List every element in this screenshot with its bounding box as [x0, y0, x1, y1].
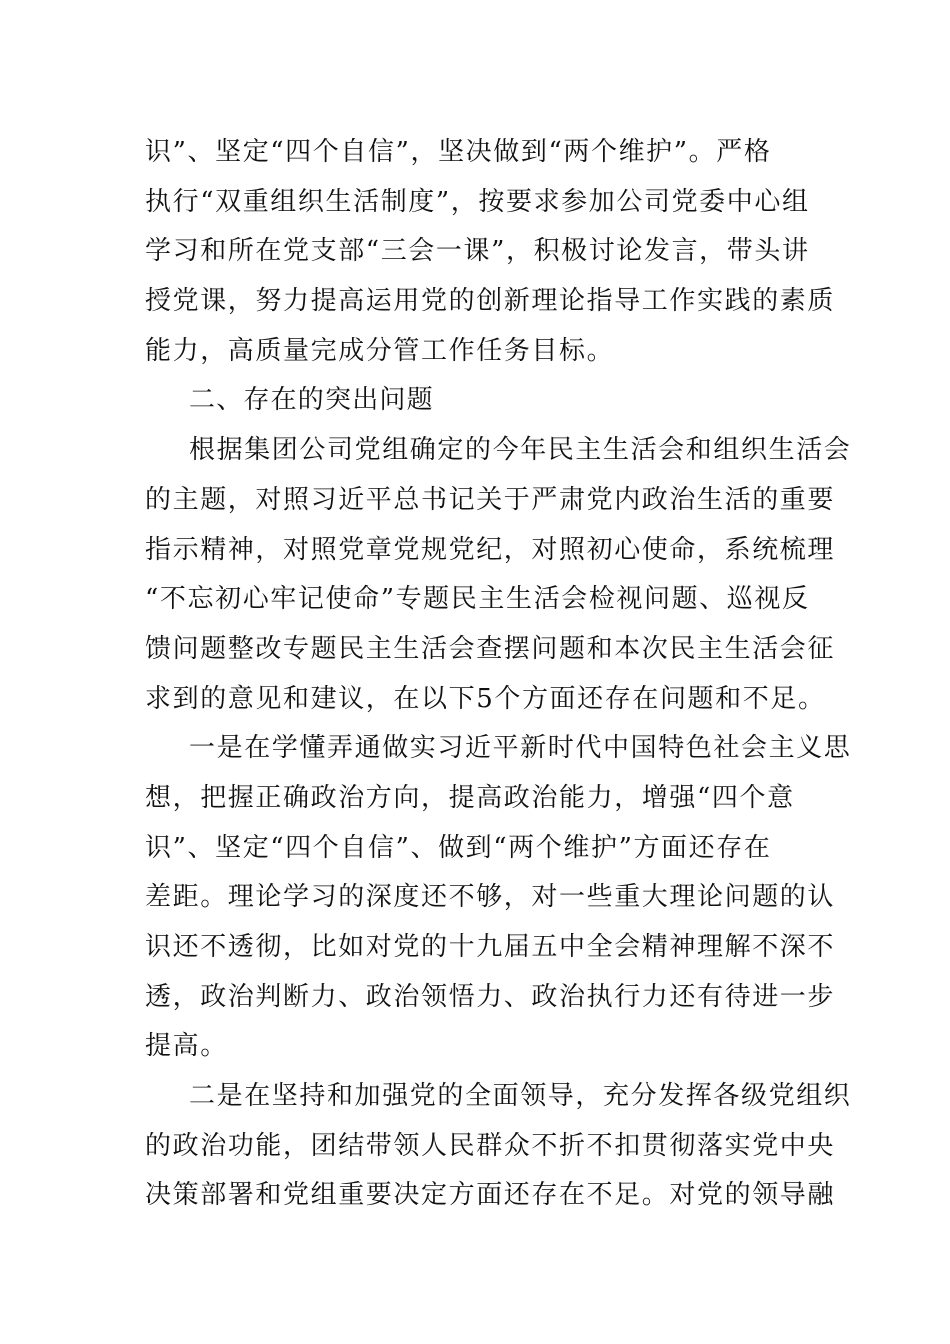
paragraph-line: 识还不透彻，比如对党的十九届五中全会精神理解不深不 — [145, 932, 836, 962]
section-heading: 二、存在的突出问题 — [189, 385, 434, 416]
paragraph-line: 决策部署和党组重要决定方面还存在不足。对党的领导融 — [145, 1180, 836, 1211]
paragraph-line: 二是在坚持和加强党的全面领导，充分发挥各级党组织 — [189, 1081, 852, 1112]
paragraph-line: 识”、坚定“四个自信”、做到“两个维护”方面还存在 — [145, 832, 772, 863]
paragraph-line: 想，把握正确政治方向，提高政治能力，增强“四个意 — [145, 782, 795, 813]
paragraph-line: 的主题，对照习近平总书记关于严肃党内政治生活的重要 — [145, 484, 836, 515]
paragraph-line: 馈问题整改专题民主生活会查摆问题和本次民主生活会征 — [145, 633, 836, 664]
document-page — [145, 128, 852, 1221]
paragraph-line: “不忘初心牢记使命”专题民主生活会检视问题、巡视反 — [145, 584, 810, 615]
paragraph-line: 识”、坚定“四个自信”，坚决做到“两个维护”。严格 — [145, 137, 772, 167]
paragraph-line: 的政治功能，团结带领人民群众不折不扣贯彻落实党中央 — [145, 1130, 836, 1161]
paragraph-line: 授党课，努力提高运用党的创新理论指导工作实践的素质 — [145, 286, 836, 317]
paragraph-line: 一是在学懂弄通做实习近平新时代中国特色社会主义思 — [189, 733, 852, 764]
paragraph-line: 透，政治判断力、政治领悟力、政治执行力还有待进一步 — [145, 981, 836, 1012]
paragraph-line: 根据集团公司党组确定的今年民主生活会和组织生活会 — [189, 435, 852, 466]
paragraph-line: 指示精神，对照党章党规党纪，对照初心使命，系统梳理 — [145, 534, 836, 565]
paragraph-line: 求到的意见和建议，在以下5个方面还存在问题和不足。 — [145, 683, 826, 714]
paragraph-line: 执行“双重组织生活制度”，按要求参加公司党委中心组 — [145, 186, 810, 217]
paragraph-line: 能力，高质量完成分管工作任务目标。 — [145, 335, 615, 366]
paragraph-line: 差距。理论学习的深度还不够，对一些重大理论问题的认 — [145, 882, 836, 913]
paragraph-line: 提高。 — [145, 1031, 228, 1062]
paragraph-line: 学习和所在党支部“三会一课”，积极讨论发言，带头讲 — [145, 236, 810, 267]
